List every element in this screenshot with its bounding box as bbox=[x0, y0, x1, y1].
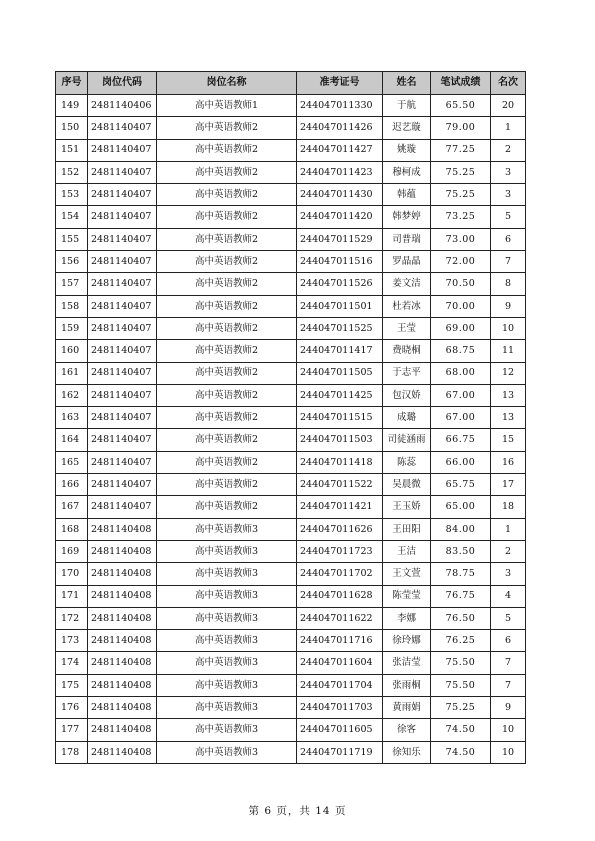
ticket-number-cell: 244047011516 bbox=[297, 251, 383, 273]
rank-cell: 13 bbox=[491, 407, 526, 429]
header-name: 姓名 bbox=[383, 72, 431, 95]
position-name-cell: 高中英语教师1 bbox=[157, 95, 297, 117]
seq-cell: 171 bbox=[56, 585, 88, 607]
position-name-cell: 高中英语教师2 bbox=[157, 139, 297, 161]
position-code-cell: 2481140407 bbox=[88, 228, 157, 250]
rank-cell: 10 bbox=[491, 317, 526, 339]
ticket-number-cell: 244047011716 bbox=[297, 630, 383, 652]
ticket-number-cell: 244047011501 bbox=[297, 295, 383, 317]
position-code-cell: 2481140408 bbox=[88, 563, 157, 585]
table-row bbox=[56, 384, 526, 406]
position-name-cell: 高中英语教师2 bbox=[157, 273, 297, 295]
seq-cell: 153 bbox=[56, 184, 88, 206]
position-code-cell: 2481140407 bbox=[88, 184, 157, 206]
position-code-cell: 2481140408 bbox=[88, 674, 157, 696]
name-cell: 迟艺璇 bbox=[383, 117, 431, 139]
ticket-number-cell: 244047011515 bbox=[297, 407, 383, 429]
name-cell: 张洁莹 bbox=[383, 652, 431, 674]
table-row bbox=[56, 117, 526, 139]
position-name-cell: 高中英语教师2 bbox=[157, 228, 297, 250]
rank-cell: 7 bbox=[491, 674, 526, 696]
table-row bbox=[56, 95, 526, 117]
seq-cell: 169 bbox=[56, 540, 88, 562]
seq-cell: 152 bbox=[56, 161, 88, 183]
rank-cell: 5 bbox=[491, 607, 526, 629]
name-cell: 吴晨微 bbox=[383, 474, 431, 496]
seq-cell: 149 bbox=[56, 95, 88, 117]
position-code-cell: 2481140408 bbox=[88, 719, 157, 741]
score-cell: 70.00 bbox=[431, 295, 491, 317]
position-code-cell: 2481140408 bbox=[88, 518, 157, 540]
rank-cell: 2 bbox=[491, 540, 526, 562]
position-name-cell: 高中英语教师3 bbox=[157, 607, 297, 629]
name-cell: 张雨桐 bbox=[383, 674, 431, 696]
rank-cell: 9 bbox=[491, 295, 526, 317]
table-row bbox=[56, 429, 526, 451]
table-row bbox=[56, 563, 526, 585]
position-code-cell: 2481140407 bbox=[88, 161, 157, 183]
rank-cell: 3 bbox=[491, 563, 526, 585]
seq-cell: 156 bbox=[56, 251, 88, 273]
ticket-number-cell: 244047011426 bbox=[297, 117, 383, 139]
position-name-cell: 高中英语教师2 bbox=[157, 474, 297, 496]
table-header-row bbox=[56, 72, 526, 95]
score-cell: 74.50 bbox=[431, 741, 491, 763]
ticket-number-cell: 244047011622 bbox=[297, 607, 383, 629]
name-cell: 于航 bbox=[383, 95, 431, 117]
score-cell: 83.50 bbox=[431, 540, 491, 562]
position-name-cell: 高中英语教师2 bbox=[157, 451, 297, 473]
score-cell: 74.50 bbox=[431, 719, 491, 741]
position-code-cell: 2481140407 bbox=[88, 340, 157, 362]
name-cell: 韩梦婷 bbox=[383, 206, 431, 228]
position-name-cell: 高中英语教师2 bbox=[157, 429, 297, 451]
position-name-cell: 高中英语教师2 bbox=[157, 317, 297, 339]
seq-cell: 178 bbox=[56, 741, 88, 763]
table-row bbox=[56, 161, 526, 183]
ticket-number-cell: 244047011417 bbox=[297, 340, 383, 362]
table-row bbox=[56, 518, 526, 540]
rank-cell: 15 bbox=[491, 429, 526, 451]
ticket-number-cell: 244047011423 bbox=[297, 161, 383, 183]
seq-cell: 168 bbox=[56, 518, 88, 540]
seq-cell: 177 bbox=[56, 719, 88, 741]
seq-cell: 155 bbox=[56, 228, 88, 250]
name-cell: 包汉娇 bbox=[383, 384, 431, 406]
name-cell: 黄雨娟 bbox=[383, 697, 431, 719]
name-cell: 费晓桐 bbox=[383, 340, 431, 362]
rank-cell: 16 bbox=[491, 451, 526, 473]
position-name-cell: 高中英语教师3 bbox=[157, 518, 297, 540]
position-name-cell: 高中英语教师3 bbox=[157, 540, 297, 562]
name-cell: 司徒涵雨 bbox=[383, 429, 431, 451]
position-code-cell: 2481140407 bbox=[88, 139, 157, 161]
table-row bbox=[56, 407, 526, 429]
name-cell: 穆柯成 bbox=[383, 161, 431, 183]
name-cell: 司普瑞 bbox=[383, 228, 431, 250]
position-code-cell: 2481140408 bbox=[88, 652, 157, 674]
name-cell: 王莹 bbox=[383, 317, 431, 339]
ticket-number-cell: 244047011430 bbox=[297, 184, 383, 206]
table-row bbox=[56, 206, 526, 228]
position-name-cell: 高中英语教师2 bbox=[157, 206, 297, 228]
name-cell: 王洁 bbox=[383, 540, 431, 562]
name-cell: 徐知乐 bbox=[383, 741, 431, 763]
rank-cell: 12 bbox=[491, 362, 526, 384]
table-row bbox=[56, 251, 526, 273]
table-row bbox=[56, 496, 526, 518]
position-code-cell: 2481140407 bbox=[88, 273, 157, 295]
score-cell: 68.00 bbox=[431, 362, 491, 384]
score-cell: 77.25 bbox=[431, 139, 491, 161]
table-row bbox=[56, 719, 526, 741]
rank-cell: 2 bbox=[491, 139, 526, 161]
score-cell: 75.50 bbox=[431, 674, 491, 696]
position-code-cell: 2481140408 bbox=[88, 741, 157, 763]
table-row bbox=[56, 585, 526, 607]
rank-cell: 3 bbox=[491, 184, 526, 206]
table-row bbox=[56, 228, 526, 250]
table-body bbox=[56, 95, 526, 764]
table-row bbox=[56, 674, 526, 696]
name-cell: 徐客 bbox=[383, 719, 431, 741]
seq-cell: 161 bbox=[56, 362, 88, 384]
score-cell: 73.00 bbox=[431, 228, 491, 250]
table-row bbox=[56, 607, 526, 629]
seq-cell: 151 bbox=[56, 139, 88, 161]
position-name-cell: 高中英语教师2 bbox=[157, 407, 297, 429]
score-cell: 76.75 bbox=[431, 585, 491, 607]
name-cell: 王田阳 bbox=[383, 518, 431, 540]
ticket-number-cell: 244047011420 bbox=[297, 206, 383, 228]
position-code-cell: 2481140408 bbox=[88, 697, 157, 719]
ticket-number-cell: 244047011425 bbox=[297, 384, 383, 406]
name-cell: 韩蕴 bbox=[383, 184, 431, 206]
rank-cell: 10 bbox=[491, 719, 526, 741]
table-row bbox=[56, 184, 526, 206]
ticket-number-cell: 244047011522 bbox=[297, 474, 383, 496]
ticket-number-cell: 244047011427 bbox=[297, 139, 383, 161]
ticket-number-cell: 244047011703 bbox=[297, 697, 383, 719]
seq-cell: 174 bbox=[56, 652, 88, 674]
position-code-cell: 2481140407 bbox=[88, 251, 157, 273]
rank-cell: 6 bbox=[491, 630, 526, 652]
position-name-cell: 高中英语教师3 bbox=[157, 652, 297, 674]
seq-cell: 160 bbox=[56, 340, 88, 362]
position-code-cell: 2481140407 bbox=[88, 429, 157, 451]
rank-cell: 6 bbox=[491, 228, 526, 250]
seq-cell: 170 bbox=[56, 563, 88, 585]
seq-cell: 150 bbox=[56, 117, 88, 139]
header-ticket-number: 准考证号 bbox=[297, 72, 383, 95]
name-cell: 杜若冰 bbox=[383, 295, 431, 317]
seq-cell: 166 bbox=[56, 474, 88, 496]
exam-results-table bbox=[55, 71, 526, 764]
seq-cell: 154 bbox=[56, 206, 88, 228]
table-row bbox=[56, 295, 526, 317]
ticket-number-cell: 244047011505 bbox=[297, 362, 383, 384]
ticket-number-cell: 244047011628 bbox=[297, 585, 383, 607]
position-name-cell: 高中英语教师3 bbox=[157, 563, 297, 585]
score-cell: 84.00 bbox=[431, 518, 491, 540]
score-cell: 75.50 bbox=[431, 652, 491, 674]
seq-cell: 159 bbox=[56, 317, 88, 339]
score-cell: 76.25 bbox=[431, 630, 491, 652]
ticket-number-cell: 244047011503 bbox=[297, 429, 383, 451]
table-row bbox=[56, 630, 526, 652]
position-name-cell: 高中英语教师3 bbox=[157, 585, 297, 607]
rank-cell: 20 bbox=[491, 95, 526, 117]
score-cell: 66.00 bbox=[431, 451, 491, 473]
score-cell: 68.75 bbox=[431, 340, 491, 362]
table-row bbox=[56, 273, 526, 295]
score-cell: 65.75 bbox=[431, 474, 491, 496]
ticket-number-cell: 244047011605 bbox=[297, 719, 383, 741]
position-code-cell: 2481140407 bbox=[88, 407, 157, 429]
ticket-number-cell: 244047011604 bbox=[297, 652, 383, 674]
rank-cell: 7 bbox=[491, 652, 526, 674]
name-cell: 成璐 bbox=[383, 407, 431, 429]
name-cell: 姚璇 bbox=[383, 139, 431, 161]
seq-cell: 157 bbox=[56, 273, 88, 295]
rank-cell: 1 bbox=[491, 117, 526, 139]
name-cell: 王文萱 bbox=[383, 563, 431, 585]
position-code-cell: 2481140407 bbox=[88, 362, 157, 384]
position-code-cell: 2481140407 bbox=[88, 384, 157, 406]
rank-cell: 3 bbox=[491, 161, 526, 183]
position-name-cell: 高中英语教师2 bbox=[157, 496, 297, 518]
seq-cell: 176 bbox=[56, 697, 88, 719]
name-cell: 罗晶晶 bbox=[383, 251, 431, 273]
position-name-cell: 高中英语教师3 bbox=[157, 741, 297, 763]
position-name-cell: 高中英语教师3 bbox=[157, 630, 297, 652]
score-cell: 76.50 bbox=[431, 607, 491, 629]
table-row bbox=[56, 139, 526, 161]
name-cell: 徐玲娜 bbox=[383, 630, 431, 652]
score-cell: 69.00 bbox=[431, 317, 491, 339]
ticket-number-cell: 244047011529 bbox=[297, 228, 383, 250]
header-rank: 名次 bbox=[491, 72, 526, 95]
table-row bbox=[56, 540, 526, 562]
position-name-cell: 高中英语教师2 bbox=[157, 161, 297, 183]
name-cell: 姜文洁 bbox=[383, 273, 431, 295]
position-code-cell: 2481140408 bbox=[88, 585, 157, 607]
score-cell: 73.25 bbox=[431, 206, 491, 228]
seq-cell: 164 bbox=[56, 429, 88, 451]
position-code-cell: 2481140407 bbox=[88, 496, 157, 518]
position-name-cell: 高中英语教师3 bbox=[157, 697, 297, 719]
position-code-cell: 2481140408 bbox=[88, 540, 157, 562]
name-cell: 陈莹莹 bbox=[383, 585, 431, 607]
rank-cell: 4 bbox=[491, 585, 526, 607]
name-cell: 王玉娇 bbox=[383, 496, 431, 518]
table-row bbox=[56, 362, 526, 384]
position-code-cell: 2481140407 bbox=[88, 451, 157, 473]
score-cell: 67.00 bbox=[431, 384, 491, 406]
table-row bbox=[56, 340, 526, 362]
position-name-cell: 高中英语教师2 bbox=[157, 384, 297, 406]
header-written-score: 笔试成绩 bbox=[431, 72, 491, 95]
rank-cell: 1 bbox=[491, 518, 526, 540]
seq-cell: 165 bbox=[56, 451, 88, 473]
rank-cell: 5 bbox=[491, 206, 526, 228]
results-sheet bbox=[55, 71, 526, 764]
table-row bbox=[56, 451, 526, 473]
name-cell: 于志平 bbox=[383, 362, 431, 384]
table-row bbox=[56, 474, 526, 496]
position-code-cell: 2481140407 bbox=[88, 474, 157, 496]
ticket-number-cell: 244047011704 bbox=[297, 674, 383, 696]
score-cell: 67.00 bbox=[431, 407, 491, 429]
table-row bbox=[56, 741, 526, 763]
ticket-number-cell: 244047011330 bbox=[297, 95, 383, 117]
ticket-number-cell: 244047011626 bbox=[297, 518, 383, 540]
score-cell: 65.00 bbox=[431, 496, 491, 518]
seq-cell: 175 bbox=[56, 674, 88, 696]
ticket-number-cell: 244047011525 bbox=[297, 317, 383, 339]
table-row bbox=[56, 697, 526, 719]
score-cell: 65.50 bbox=[431, 95, 491, 117]
position-name-cell: 高中英语教师2 bbox=[157, 295, 297, 317]
ticket-number-cell: 244047011723 bbox=[297, 540, 383, 562]
position-name-cell: 高中英语教师2 bbox=[157, 251, 297, 273]
position-code-cell: 2481140407 bbox=[88, 117, 157, 139]
name-cell: 李娜 bbox=[383, 607, 431, 629]
ticket-number-cell: 244047011702 bbox=[297, 563, 383, 585]
score-cell: 70.50 bbox=[431, 273, 491, 295]
position-name-cell: 高中英语教师3 bbox=[157, 674, 297, 696]
position-code-cell: 2481140407 bbox=[88, 295, 157, 317]
rank-cell: 13 bbox=[491, 384, 526, 406]
rank-cell: 17 bbox=[491, 474, 526, 496]
ticket-number-cell: 244047011719 bbox=[297, 741, 383, 763]
position-name-cell: 高中英语教师2 bbox=[157, 117, 297, 139]
score-cell: 66.75 bbox=[431, 429, 491, 451]
seq-cell: 158 bbox=[56, 295, 88, 317]
rank-cell: 7 bbox=[491, 251, 526, 273]
name-cell: 陈蕊 bbox=[383, 451, 431, 473]
score-cell: 79.00 bbox=[431, 117, 491, 139]
position-code-cell: 2481140406 bbox=[88, 95, 157, 117]
position-name-cell: 高中英语教师2 bbox=[157, 184, 297, 206]
rank-cell: 10 bbox=[491, 741, 526, 763]
seq-cell: 162 bbox=[56, 384, 88, 406]
seq-cell: 173 bbox=[56, 630, 88, 652]
score-cell: 75.25 bbox=[431, 161, 491, 183]
score-cell: 75.25 bbox=[431, 697, 491, 719]
ticket-number-cell: 244047011421 bbox=[297, 496, 383, 518]
position-code-cell: 2481140407 bbox=[88, 317, 157, 339]
table-row bbox=[56, 652, 526, 674]
position-code-cell: 2481140408 bbox=[88, 630, 157, 652]
ticket-number-cell: 244047011526 bbox=[297, 273, 383, 295]
position-name-cell: 高中英语教师3 bbox=[157, 719, 297, 741]
position-code-cell: 2481140407 bbox=[88, 206, 157, 228]
seq-cell: 163 bbox=[56, 407, 88, 429]
seq-cell: 172 bbox=[56, 607, 88, 629]
header-position-name: 岗位名称 bbox=[157, 72, 297, 95]
page-footer: 第 6 页，共 14 页 bbox=[248, 805, 347, 817]
score-cell: 75.25 bbox=[431, 184, 491, 206]
rank-cell: 18 bbox=[491, 496, 526, 518]
position-code-cell: 2481140408 bbox=[88, 607, 157, 629]
score-cell: 78.75 bbox=[431, 563, 491, 585]
seq-cell: 167 bbox=[56, 496, 88, 518]
rank-cell: 11 bbox=[491, 340, 526, 362]
position-name-cell: 高中英语教师2 bbox=[157, 362, 297, 384]
rank-cell: 8 bbox=[491, 273, 526, 295]
position-name-cell: 高中英语教师2 bbox=[157, 340, 297, 362]
table-row bbox=[56, 317, 526, 339]
ticket-number-cell: 244047011418 bbox=[297, 451, 383, 473]
header-position-code: 岗位代码 bbox=[88, 72, 157, 95]
header-seq: 序号 bbox=[56, 72, 88, 95]
rank-cell: 9 bbox=[491, 697, 526, 719]
score-cell: 72.00 bbox=[431, 251, 491, 273]
